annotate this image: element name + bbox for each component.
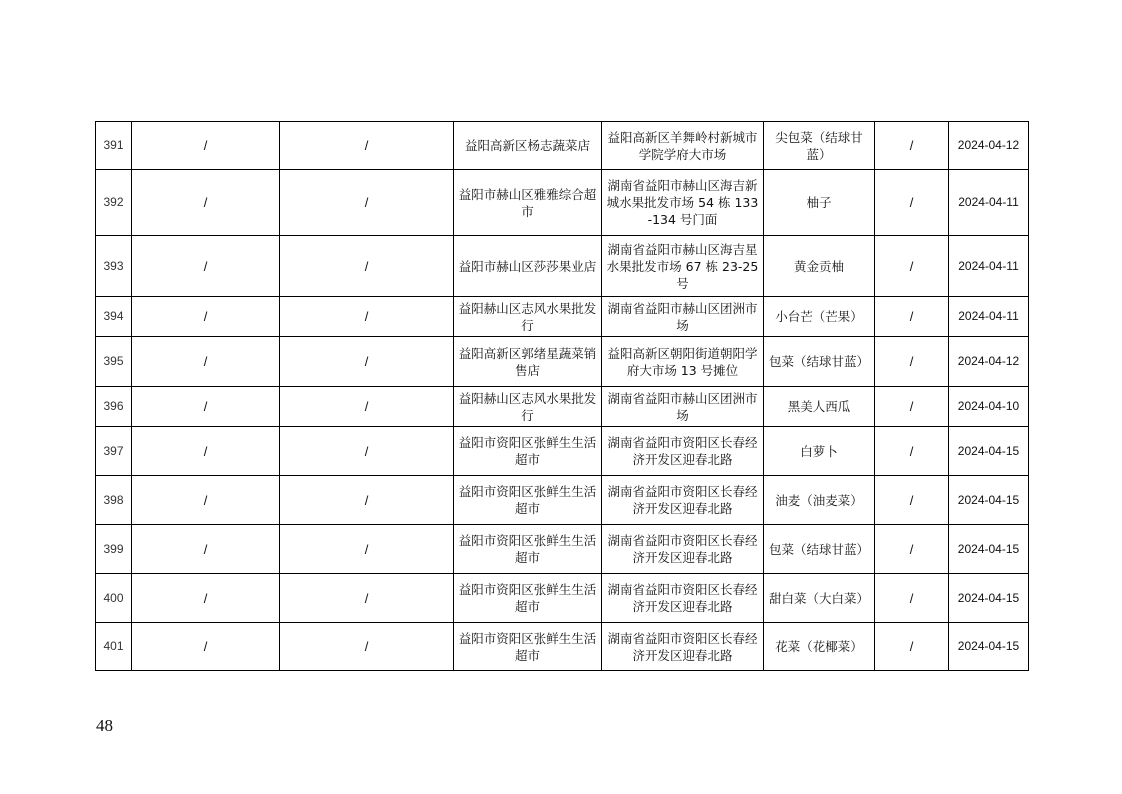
cell-empty-marker: / bbox=[875, 476, 949, 525]
cell-product-name: 黑美人西瓜 bbox=[764, 387, 875, 427]
cell-store-name: 益阳市赫山区莎莎果业店 bbox=[454, 236, 602, 297]
cell-empty-marker: / bbox=[280, 170, 454, 236]
cell-store-address: 湖南省益阳市资阳区长春经济开发区迎春北路 bbox=[602, 525, 764, 574]
cell-store-name: 益阳市资阳区张鲜生生活超市 bbox=[454, 623, 602, 671]
cell-empty-marker: / bbox=[132, 476, 280, 525]
cell-store-name: 益阳市资阳区张鲜生生活超市 bbox=[454, 427, 602, 476]
cell-product-name: 油麦（油麦菜） bbox=[764, 476, 875, 525]
cell-sample-date: 2024-04-15 bbox=[949, 623, 1029, 671]
table-row bbox=[96, 476, 1029, 525]
table-body bbox=[96, 122, 1029, 671]
cell-empty-marker: / bbox=[280, 574, 454, 623]
cell-store-name: 益阳市赫山区雅雅综合超市 bbox=[454, 170, 602, 236]
cell-product-name: 黄金贡柚 bbox=[764, 236, 875, 297]
page-number: 48 bbox=[96, 716, 113, 735]
table-row bbox=[96, 427, 1029, 476]
cell-store-name: 益阳市资阳区张鲜生生活超市 bbox=[454, 574, 602, 623]
cell-empty-marker: / bbox=[132, 122, 280, 170]
cell-sample-date: 2024-04-15 bbox=[949, 476, 1029, 525]
cell-empty-marker: / bbox=[132, 170, 280, 236]
cell-store-address: 湖南省益阳市资阳区长春经济开发区迎春北路 bbox=[602, 574, 764, 623]
cell-empty-marker: / bbox=[280, 297, 454, 337]
cell-empty-marker: / bbox=[875, 170, 949, 236]
cell-store-name: 益阳高新区郭绪星蔬菜销售店 bbox=[454, 337, 602, 387]
table-row bbox=[96, 337, 1029, 387]
cell-sample-date: 2024-04-15 bbox=[949, 574, 1029, 623]
cell-empty-marker: / bbox=[875, 122, 949, 170]
cell-sample-date: 2024-04-12 bbox=[949, 122, 1029, 170]
cell-store-address: 湖南省益阳市资阳区长春经济开发区迎春北路 bbox=[602, 427, 764, 476]
cell-empty-marker: / bbox=[280, 337, 454, 387]
cell-store-address: 益阳高新区朝阳街道朝阳学府大市场 13 号摊位 bbox=[602, 337, 764, 387]
cell-sample-date: 2024-04-11 bbox=[949, 297, 1029, 337]
cell-store-address: 湖南省益阳市赫山区海吉新城水果批发市场 54 栋 133-134 号门面 bbox=[602, 170, 764, 236]
cell-sequence-number: 397 bbox=[96, 427, 132, 476]
cell-empty-marker: / bbox=[875, 297, 949, 337]
cell-store-address: 湖南省益阳市资阳区长春经济开发区迎春北路 bbox=[602, 623, 764, 671]
cell-sample-date: 2024-04-15 bbox=[949, 427, 1029, 476]
table-row bbox=[96, 122, 1029, 170]
cell-sequence-number: 392 bbox=[96, 170, 132, 236]
cell-store-name: 益阳市资阳区张鲜生生活超市 bbox=[454, 525, 602, 574]
cell-empty-marker: / bbox=[132, 525, 280, 574]
cell-product-name: 花菜（花椰菜） bbox=[764, 623, 875, 671]
table-row bbox=[96, 297, 1029, 337]
cell-sequence-number: 400 bbox=[96, 574, 132, 623]
cell-sequence-number: 391 bbox=[96, 122, 132, 170]
cell-product-name: 小台芒（芒果） bbox=[764, 297, 875, 337]
cell-sample-date: 2024-04-11 bbox=[949, 236, 1029, 297]
cell-empty-marker: / bbox=[875, 574, 949, 623]
cell-empty-marker: / bbox=[280, 387, 454, 427]
cell-empty-marker: / bbox=[132, 623, 280, 671]
cell-product-name: 包菜（结球甘蓝） bbox=[764, 525, 875, 574]
cell-empty-marker: / bbox=[875, 623, 949, 671]
cell-product-name: 包菜（结球甘蓝） bbox=[764, 337, 875, 387]
table-row bbox=[96, 236, 1029, 297]
cell-empty-marker: / bbox=[875, 337, 949, 387]
cell-product-name: 白萝卜 bbox=[764, 427, 875, 476]
cell-store-address: 益阳高新区羊舞岭村新城市学院学府大市场 bbox=[602, 122, 764, 170]
table-row bbox=[96, 170, 1029, 236]
table-row bbox=[96, 574, 1029, 623]
cell-sequence-number: 401 bbox=[96, 623, 132, 671]
cell-sample-date: 2024-04-10 bbox=[949, 387, 1029, 427]
cell-store-address: 湖南省益阳市赫山区团洲市场 bbox=[602, 387, 764, 427]
cell-store-address: 湖南省益阳市资阳区长春经济开发区迎春北路 bbox=[602, 476, 764, 525]
cell-sequence-number: 393 bbox=[96, 236, 132, 297]
cell-empty-marker: / bbox=[280, 525, 454, 574]
cell-empty-marker: / bbox=[132, 387, 280, 427]
table-row bbox=[96, 623, 1029, 671]
cell-sequence-number: 396 bbox=[96, 387, 132, 427]
cell-empty-marker: / bbox=[875, 387, 949, 427]
table-row bbox=[96, 525, 1029, 574]
table-row bbox=[96, 387, 1029, 427]
cell-empty-marker: / bbox=[132, 337, 280, 387]
cell-empty-marker: / bbox=[280, 476, 454, 525]
cell-empty-marker: / bbox=[875, 236, 949, 297]
cell-store-name: 益阳赫山区志风水果批发行 bbox=[454, 387, 602, 427]
cell-store-address: 湖南省益阳市赫山区团洲市场 bbox=[602, 297, 764, 337]
cell-empty-marker: / bbox=[875, 427, 949, 476]
cell-empty-marker: / bbox=[132, 574, 280, 623]
cell-sequence-number: 399 bbox=[96, 525, 132, 574]
cell-empty-marker: / bbox=[280, 122, 454, 170]
cell-empty-marker: / bbox=[132, 427, 280, 476]
cell-empty-marker: / bbox=[280, 623, 454, 671]
cell-empty-marker: / bbox=[280, 427, 454, 476]
cell-empty-marker: / bbox=[280, 236, 454, 297]
cell-sequence-number: 398 bbox=[96, 476, 132, 525]
cell-store-name: 益阳高新区杨志蔬菜店 bbox=[454, 122, 602, 170]
inspection-table bbox=[95, 121, 1029, 671]
cell-sequence-number: 394 bbox=[96, 297, 132, 337]
cell-empty-marker: / bbox=[875, 525, 949, 574]
cell-store-name: 益阳市资阳区张鲜生生活超市 bbox=[454, 476, 602, 525]
cell-empty-marker: / bbox=[132, 236, 280, 297]
cell-product-name: 柚子 bbox=[764, 170, 875, 236]
cell-sample-date: 2024-04-12 bbox=[949, 337, 1029, 387]
cell-store-name: 益阳赫山区志风水果批发行 bbox=[454, 297, 602, 337]
cell-empty-marker: / bbox=[132, 297, 280, 337]
cell-sequence-number: 395 bbox=[96, 337, 132, 387]
cell-product-name: 尖包菜（结球甘蓝） bbox=[764, 122, 875, 170]
cell-sample-date: 2024-04-11 bbox=[949, 170, 1029, 236]
cell-sample-date: 2024-04-15 bbox=[949, 525, 1029, 574]
cell-product-name: 甜白菜（大白菜） bbox=[764, 574, 875, 623]
cell-store-address: 湖南省益阳市赫山区海吉星水果批发市场 67 栋 23-25 号 bbox=[602, 236, 764, 297]
